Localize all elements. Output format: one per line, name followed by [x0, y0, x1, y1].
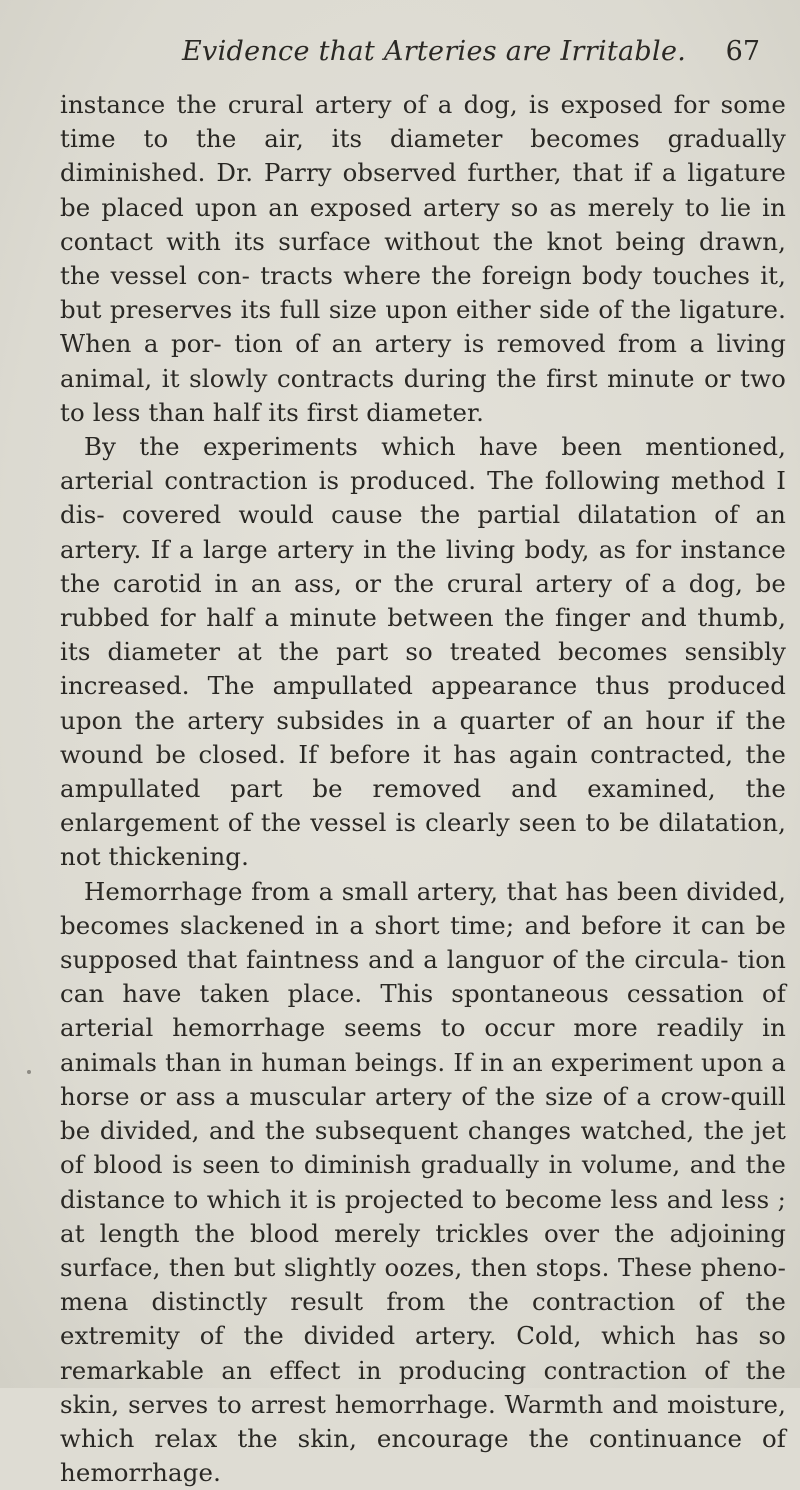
body-text	[60, 88, 786, 1490]
paragraph-2: By the experiments which have been mentioned, arterial contraction is produced. The following method I dis- covered would cause the partial dilatation of an artery. If a large artery in the living body, as for instance the carotid in an ass, or the crural artery of a dog, be rubbed for half a minute between the finger and thumb, its diameter at the part so treated becomes sensibly increased. The ampullated appearance thus produced upon the artery subsides in a quarter of an hour if the wound be closed. If before it has again contracted, the ampullated part be removed and examined, the enlargement of the vessel is clearly seen to be dilatation, not thickening.	[60, 432, 786, 872]
paper-speck	[27, 1070, 31, 1074]
paragraph-1: instance the crural artery of a dog, is exposed for some time to the air, its diameter becomes gradually diminished. Dr. Parry observed further, that if a ligature be placed upon an exposed artery so as merely to lie in contact with its surface without the knot being drawn, the vessel con- tracts where the foreign body touches it, but preserves its full size upon either side of the ligature. When a por- tion of an artery is removed from a living animal, it slowly contracts during the first minute or two to less than half its first diameter.	[60, 90, 786, 427]
page-header	[60, 36, 770, 76]
page-number: 67	[725, 36, 760, 67]
paragraph-3: Hemorrhage from a small artery, that has been divided, becomes slackened in a short time; and before it can be supposed that faintness and a languor of the circula- tion can have taken place. This spontaneous cessation of arterial hemorrhage seems to occur more readily in animals than in human beings. If in an experiment upon a horse or ass a muscular artery of the size of a crow-quill be divided, and the subsequent changes watched, the jet of blood is seen to diminish gradually in volume, and the distance to which it is projected to become less and less ; at length the blood merely trickles over the adjoining surface, then but slightly oozes, then stops. These pheno- mena distinctly result from the contraction of the extremity of the divided artery. Cold, which has so remarkable an effect in producing contraction of the skin, serves to arrest hemorrhage. Warmth and moisture, which relax the skin, encourage the continuance of hemorrhage.	[60, 876, 786, 1488]
running-head: Evidence that Arteries are Irritable.	[182, 36, 687, 67]
